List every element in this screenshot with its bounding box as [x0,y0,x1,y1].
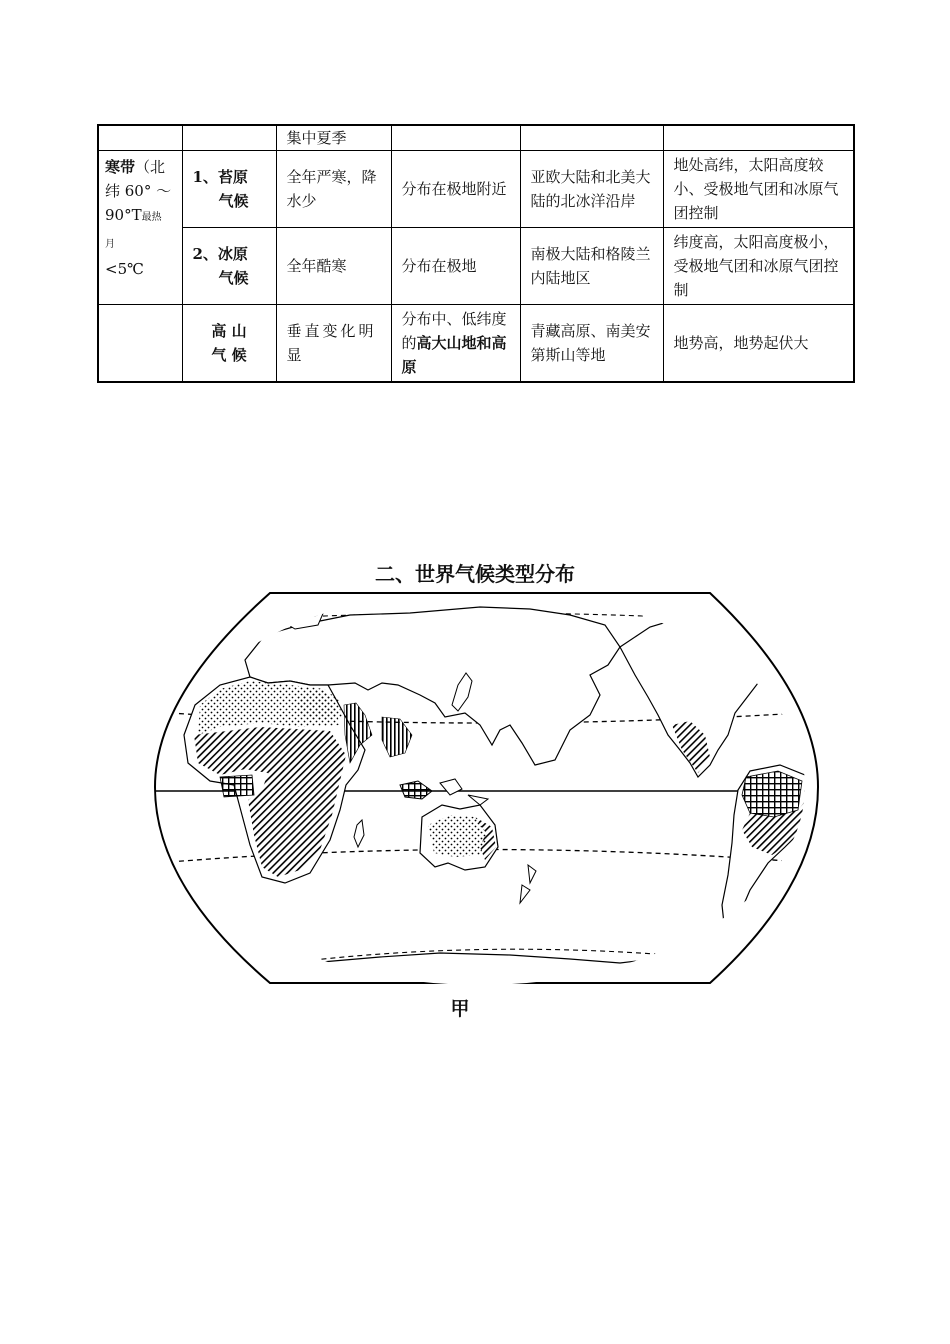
map-caption: 甲 [450,998,470,1020]
rainforest-region-south-america [742,771,802,817]
cause-cell: 地处高纬，太阳高度较小、受极地气团和冰原气团控制 [663,151,854,228]
zone-temp-note: 最热月 [105,212,162,250]
climate-table [97,124,855,383]
table-cell [520,125,663,151]
climate-name-cell [182,305,276,383]
new-zealand-islands [520,865,536,903]
climate-name-line1: 1、苔原 [192,168,248,186]
distribution-highlight: 高大山地和高原 [401,334,507,376]
table-row [98,151,854,228]
climate-name-cell [182,151,276,228]
table-row [98,125,854,151]
climate-name-line2: 气候 [218,269,249,287]
rainforest-region-africa [220,775,254,797]
world-map-graphic [150,585,830,995]
table-row [98,305,854,383]
antarctica-landmass [210,953,820,990]
savanna-region-africa [194,727,346,877]
table-row [98,228,854,305]
madagascar-island [354,820,364,847]
distribution-cell [391,305,520,383]
greenland-landmass [275,605,325,629]
region-cell: 亚欧大陆和北美大陆的北冰洋沿岸 [520,151,663,228]
map-title: 二、世界气候类型分布 [375,562,575,586]
southeast-asia-islands [440,779,488,805]
table-cell [182,125,276,151]
zone-temp-value: <5℃ [105,260,144,278]
distribution-cell: 分布在极地附近 [391,151,520,228]
zone-name: 寒带 [105,158,136,176]
table-cell: 集中夏季 [276,125,391,151]
table-cell [98,125,182,151]
southeast-asia-islands [400,781,432,799]
feature-cell: 垂直变化明显 [276,305,391,383]
table-cell [98,305,182,383]
zone-latitude: （北纬 60° ～ 90°T [105,158,172,224]
feature-cell: 全年严寒，降水少 [276,151,391,228]
climate-name-line2: 气候 [218,192,249,210]
climate-name-cell [182,228,276,305]
table-cell [663,125,854,151]
distribution-text: 分布中、低纬度的 [401,310,507,352]
climate-name-line1: 高 山 [211,322,247,340]
region-cell: 青藏高原、南美安第斯山等地 [520,305,663,383]
distribution-cell: 分布在极地 [391,228,520,305]
cause-cell: 纬度高，太阳高度极小，受极地气团和冰原气团控制 [663,228,854,305]
table-cell [391,125,520,151]
world-climate-map [150,585,830,995]
climate-name-line2: 气 候 [211,346,247,364]
region-cell: 南极大陆和格陵兰内陆地区 [520,228,663,305]
cause-cell: 地势高，地势起伏大 [663,305,854,383]
climate-name-line1: 2、冰原 [192,245,248,263]
feature-cell: 全年酷寒 [276,228,391,305]
climate-zone-cell [98,151,182,305]
